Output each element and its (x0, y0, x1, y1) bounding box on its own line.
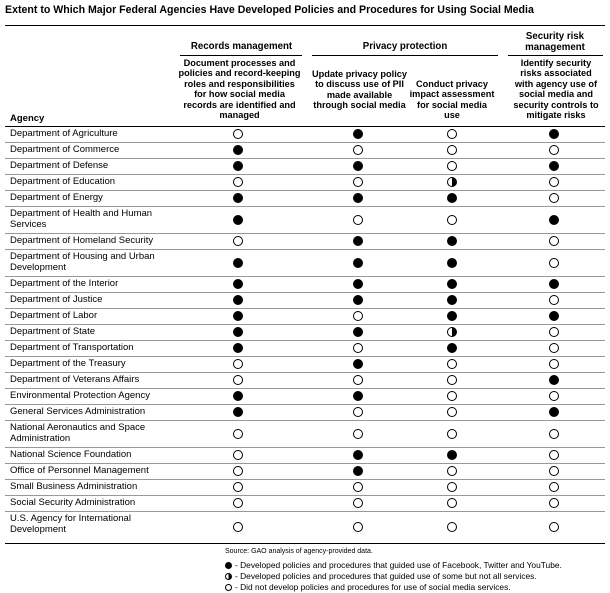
row-separator (5, 463, 605, 464)
full-circle-icon (233, 295, 243, 305)
full-circle-icon (353, 193, 363, 203)
col-privacy-policy-header: Update privacy policy to discuss use of PII made available through social media (312, 69, 407, 111)
empty-circle-icon (447, 522, 457, 532)
agency-name: Department of Transportation (10, 341, 134, 353)
full-circle-icon (233, 258, 243, 268)
empty-circle-icon (225, 584, 232, 591)
group-security-header: Security risk management (525, 31, 585, 53)
empty-circle-icon (549, 522, 559, 532)
row-separator (5, 511, 605, 512)
row-separator (5, 308, 605, 309)
agency-name: Environmental Protection Agency (10, 389, 150, 401)
agency-name: National Science Foundation (10, 448, 132, 460)
full-circle-icon (233, 215, 243, 225)
half-circle-icon (225, 573, 232, 580)
empty-circle-icon (447, 359, 457, 369)
agency-name: Small Business Administration (10, 480, 138, 492)
empty-circle-icon (447, 466, 457, 476)
full-circle-icon (549, 129, 559, 139)
empty-circle-icon (353, 407, 363, 417)
legend-none: - Did not develop policies and procedures for use of social media services. (225, 582, 511, 592)
agency-name: Department of Education (10, 175, 116, 187)
full-circle-icon (233, 407, 243, 417)
agency-name: National Aeronautics and Space Administration (10, 422, 146, 444)
full-circle-icon (353, 466, 363, 476)
empty-circle-icon (353, 177, 363, 187)
group-privacy-rule (312, 55, 498, 56)
empty-circle-icon (549, 236, 559, 246)
agency-name: Department of Agriculture (10, 127, 118, 139)
row-separator (5, 158, 605, 159)
agency-name: Department of Health and Human Services (10, 208, 153, 230)
group-privacy-header: Privacy protection (362, 41, 448, 52)
empty-circle-icon (233, 466, 243, 476)
empty-circle-icon (447, 498, 457, 508)
row-separator (5, 420, 605, 421)
row-separator (5, 249, 605, 250)
row-separator (5, 479, 605, 480)
agency-name: Department of Commerce (10, 143, 120, 155)
group-records-header: Records management (190, 41, 293, 52)
legend-partial: - Developed policies and procedures that guided use of some but not all services. (225, 571, 537, 581)
agency-name: Department of Labor (10, 309, 98, 321)
row-separator (5, 276, 605, 277)
agency-name: Office of Personnel Management (10, 464, 149, 476)
empty-circle-icon (549, 391, 559, 401)
full-circle-icon (233, 145, 243, 155)
full-circle-icon (353, 391, 363, 401)
full-circle-icon (447, 450, 457, 460)
agency-name: Department of Defense (10, 159, 109, 171)
full-circle-icon (549, 375, 559, 385)
empty-circle-icon (233, 375, 243, 385)
col-records-header: Document processes and policies and record-keeping roles and responsibilities for how social media records are identified and managed (178, 58, 301, 121)
empty-circle-icon (447, 391, 457, 401)
row-separator (5, 404, 605, 405)
col-privacy-assessment-header: Conduct privacy impact assessment for social media use (409, 79, 495, 121)
empty-circle-icon (447, 129, 457, 139)
agency-name: General Services Administration (10, 405, 146, 417)
empty-circle-icon (447, 482, 457, 492)
agency-name: U.S. Agency for International Development (10, 513, 131, 535)
group-records-rule (180, 55, 302, 56)
full-circle-icon (353, 295, 363, 305)
agency-name: Department of Housing and Urban Development (10, 251, 155, 273)
empty-circle-icon (353, 311, 363, 321)
empty-circle-icon (549, 466, 559, 476)
empty-circle-icon (549, 145, 559, 155)
source-note: Source: GAO analysis of agency-provided data. (225, 548, 373, 555)
full-circle-icon (225, 562, 232, 569)
row-separator (5, 142, 605, 143)
full-circle-icon (233, 391, 243, 401)
empty-circle-icon (549, 429, 559, 439)
empty-circle-icon (447, 161, 457, 171)
agency-name: Department of State (10, 325, 96, 337)
empty-circle-icon (549, 193, 559, 203)
row-separator (5, 340, 605, 341)
row-separator (5, 206, 605, 207)
figure-title: Extent to Which Major Federal Agencies Have Developed Policies and Procedures for Using Social Media (5, 4, 605, 26)
group-security-rule (508, 55, 603, 56)
row-separator (5, 447, 605, 448)
agency-name: Department of the Interior (10, 277, 119, 289)
full-circle-icon (233, 311, 243, 321)
empty-circle-icon (233, 482, 243, 492)
empty-circle-icon (353, 343, 363, 353)
full-circle-icon (549, 407, 559, 417)
empty-circle-icon (549, 498, 559, 508)
empty-circle-icon (447, 407, 457, 417)
full-circle-icon (353, 129, 363, 139)
row-separator (5, 292, 605, 293)
half-circle-icon (447, 177, 457, 187)
agency-name: Department of the Treasury (10, 357, 126, 369)
empty-circle-icon (549, 450, 559, 460)
empty-circle-icon (353, 429, 363, 439)
empty-circle-icon (353, 145, 363, 155)
full-circle-icon (353, 161, 363, 171)
empty-circle-icon (447, 145, 457, 155)
full-circle-icon (353, 279, 363, 289)
full-circle-icon (353, 450, 363, 460)
full-circle-icon (353, 327, 363, 337)
full-circle-icon (549, 311, 559, 321)
empty-circle-icon (233, 498, 243, 508)
full-circle-icon (549, 215, 559, 225)
full-circle-icon (353, 236, 363, 246)
agency-name: Department of Justice (10, 293, 103, 305)
empty-circle-icon (353, 498, 363, 508)
full-circle-icon (447, 311, 457, 321)
row-separator (5, 356, 605, 357)
empty-circle-icon (447, 215, 457, 225)
empty-circle-icon (233, 359, 243, 369)
empty-circle-icon (353, 375, 363, 385)
row-separator (5, 174, 605, 175)
full-circle-icon (233, 279, 243, 289)
empty-circle-icon (549, 343, 559, 353)
full-circle-icon (447, 258, 457, 268)
agency-name: Department of Veterans Affairs (10, 373, 140, 385)
agency-name: Department of Energy (10, 191, 103, 203)
row-separator (5, 543, 605, 544)
empty-circle-icon (233, 450, 243, 460)
empty-circle-icon (549, 327, 559, 337)
full-circle-icon (353, 359, 363, 369)
empty-circle-icon (233, 129, 243, 139)
row-separator (5, 126, 605, 127)
full-circle-icon (447, 236, 457, 246)
full-circle-icon (233, 343, 243, 353)
empty-circle-icon (353, 482, 363, 492)
row-separator (5, 190, 605, 191)
full-circle-icon (447, 295, 457, 305)
row-separator (5, 233, 605, 234)
empty-circle-icon (549, 177, 559, 187)
col-security-header: Identify security risks associated with agency use of social media and security controls to mitigate risks (513, 58, 599, 121)
full-circle-icon (353, 258, 363, 268)
empty-circle-icon (447, 375, 457, 385)
row-separator (5, 372, 605, 373)
full-circle-icon (447, 193, 457, 203)
legend-full: - Developed policies and procedures that guided use of Facebook, Twitter and YouTube. (225, 560, 562, 570)
full-circle-icon (447, 343, 457, 353)
agency-column-header: Agency (10, 113, 45, 124)
full-circle-icon (549, 279, 559, 289)
empty-circle-icon (447, 429, 457, 439)
full-circle-icon (233, 193, 243, 203)
row-separator (5, 495, 605, 496)
full-circle-icon (447, 279, 457, 289)
empty-circle-icon (233, 177, 243, 187)
empty-circle-icon (549, 258, 559, 268)
agency-name: Department of Homeland Security (10, 234, 154, 246)
empty-circle-icon (353, 215, 363, 225)
agency-name: Social Security Administration (10, 496, 136, 508)
empty-circle-icon (549, 295, 559, 305)
empty-circle-icon (353, 522, 363, 532)
row-separator (5, 388, 605, 389)
empty-circle-icon (233, 429, 243, 439)
full-circle-icon (233, 161, 243, 171)
empty-circle-icon (549, 482, 559, 492)
empty-circle-icon (233, 236, 243, 246)
row-separator (5, 324, 605, 325)
half-circle-icon (447, 327, 457, 337)
empty-circle-icon (233, 522, 243, 532)
full-circle-icon (233, 327, 243, 337)
full-circle-icon (549, 161, 559, 171)
empty-circle-icon (549, 359, 559, 369)
